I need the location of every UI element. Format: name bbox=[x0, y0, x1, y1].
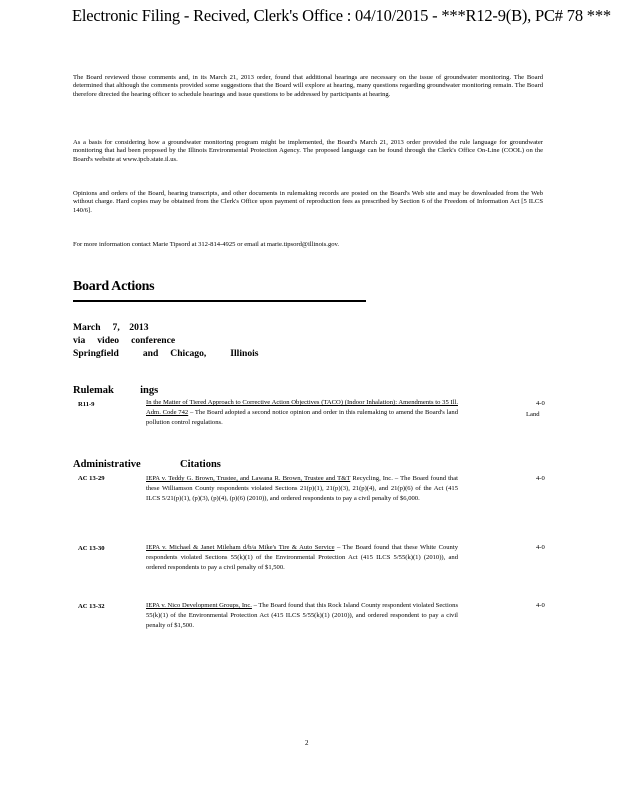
filing-header: Electronic Filing - Recived, Clerk's Office : 04/10/2015 - ***R12-9(B), PC# 78 *** bbox=[72, 6, 611, 25]
vote-count: 4-0 bbox=[536, 475, 545, 482]
intro-paragraph-2: As a basis for considering how a groundwater monitoring program might be implemented, the Board's March 21, 2013 order provided the rule language for groundwater monitoring that had been proposed by the Illinois Environmental Protection Agency. The proposed language can be found through the Clerk's Office On-Line (COOL) on the Board's website at www.ipcb.state.il.us. bbox=[73, 139, 543, 163]
vote-note: Land bbox=[526, 411, 540, 418]
case-text: – The Board found that these White County respondents violated Sections 55(k)(1) of the Environmental Protection Act (415 ILCS 5/55(k)(1) (2010)), and ordered respondents to pay a civil penalty of $1,500. bbox=[146, 544, 458, 571]
meeting-via: via video conference bbox=[73, 335, 176, 346]
case-id: AC 13-32 bbox=[78, 603, 105, 610]
case-description bbox=[146, 474, 458, 504]
case-description bbox=[146, 398, 458, 428]
case-link[interactable]: IEPA v. Teddy G. Brown, Trustee, and Lawana R. Brown, Trustee and T&T bbox=[146, 475, 351, 482]
intro-paragraph-1: The Board reviewed those comments and, in its March 21, 2013 order, found that additional hearings are necessary on the issue of groundwater monitoring. The Board determined that although the comments provided some suggestions that the Board will explore at hearing, many questions regarding groundwater monitoring remain. The Board therefore directed the hearing officer to schedule hearings and issue questions to be addressed by participants at hearing. bbox=[73, 74, 543, 98]
case-description bbox=[146, 601, 458, 631]
vote-count: 4-0 bbox=[536, 400, 545, 407]
meeting-location: Springfield and Chicago, Illinois bbox=[73, 348, 259, 359]
meeting-date: March 7, 2013 bbox=[73, 322, 149, 333]
case-text: Recycling, Inc. – The Board found that these Williamson County respondents violated Sections 21(p)(1), 21(p)(3), 21(p)(4), and 21(p)(6) of the Act (415 ILCS 5/21(p)(1), (p)(3), (p)(4), (p)(6) (2010)), and ordered respondents to pay a civil penalty of $6,000. bbox=[146, 475, 458, 502]
case-id: R11-9 bbox=[78, 401, 95, 408]
board-actions-title: Board Actions bbox=[73, 279, 155, 294]
case-link[interactable]: In the Matter of Tiered Approach to Corrective Action Objectives (TACO) (Indoor Inhalation): Amendments to 35 Ill. Adm. Code 742 bbox=[146, 399, 458, 416]
vote-count: 4-0 bbox=[536, 544, 545, 551]
case-text: – The Board adopted a second notice opinion and order in this rulemaking to amend the Board's land pollution control regulations. bbox=[146, 409, 458, 426]
case-link[interactable]: IEPA v. Michael & Janet Mileham d/b/a Mike's Tire & Auto Service bbox=[146, 544, 335, 551]
case-link[interactable]: IEPA v. Nico Development Groups, Inc. bbox=[146, 602, 252, 609]
vote-count: 4-0 bbox=[536, 602, 545, 609]
page-number: 2 bbox=[305, 739, 309, 747]
intro-paragraph-4: For more information contact Marie Tipsord at 312-814-4925 or email at marie.tipsord@illinois.gov. bbox=[73, 241, 340, 248]
rulemakings-title: Rulemak ings bbox=[73, 385, 159, 396]
citations-title: Administrative Citations bbox=[73, 459, 221, 470]
case-description bbox=[146, 543, 458, 573]
case-text: – The Board found that this Rock Island County respondent violated Sections 55(k)(1) of the Environmental Protection Act (415 ILCS 5/55(k)(1) (2010)), and ordered respondent to pay a civil penalty of $1,500. bbox=[146, 602, 459, 629]
intro-paragraph-3: Opinions and orders of the Board, hearing transcripts, and other documents in rulemaking records are posted on the Board's Web site and may be downloaded from the Web without charge. Hard copies may be obtained from the Clerk's Office upon payment of reproduction fees as prescribed by Section 6 of the Freedom of Information Act [5 ILCS 140/6]. bbox=[73, 190, 543, 214]
case-id: AC 13-30 bbox=[78, 545, 105, 552]
meeting-info bbox=[73, 321, 259, 360]
section-divider bbox=[73, 300, 366, 302]
case-id: AC 13-29 bbox=[78, 475, 105, 482]
